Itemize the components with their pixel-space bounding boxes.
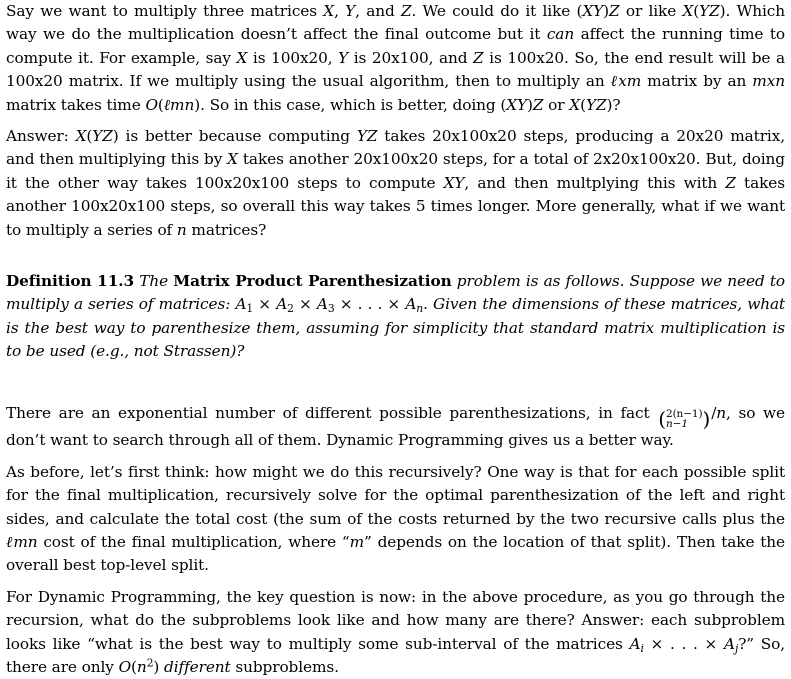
math-z: Z <box>400 2 412 20</box>
text: affect the running time to compute it. For example, say <box>6 25 785 67</box>
text: problem is as follows. Suppose we need to multiply a series of matrices: <box>6 272 785 314</box>
emphasis-can: can <box>546 25 575 44</box>
math-lmn: ℓmn <box>163 95 195 114</box>
math-lmn: ℓmn <box>6 533 38 552</box>
math-x: X <box>75 127 87 146</box>
text: )? <box>606 95 621 114</box>
text: Say we want to multiply three matrices <box>6 2 324 20</box>
math-yz: YZ <box>356 127 378 146</box>
text: ( <box>580 95 586 114</box>
text: ” depends on the location of that split). Then take the overall best top-level split. <box>6 533 785 575</box>
text: ( <box>693 2 700 20</box>
text: or <box>543 95 570 114</box>
text: As before, let’s first think: how might we do this recursively? One way is that for each possible split for the final multiplication, recursively solve for the optimal parenthesization of the left and right sides, and calculate the total cost (the sum of the costs returned by the two recursive calls plus the <box>6 462 785 528</box>
math-z: Z <box>532 95 544 114</box>
math-a: A <box>235 295 247 314</box>
math-x: X <box>227 150 238 169</box>
paragraph-dynamic-programming <box>6 586 785 679</box>
math-n: n <box>716 403 727 422</box>
math-m: m <box>349 533 365 552</box>
text: ( <box>131 658 137 677</box>
text: There are an exponential number of different possible parenthesizations, in fact <box>6 403 658 422</box>
text: ) is better because computing <box>112 127 357 146</box>
text: The <box>134 272 174 291</box>
definition-label: Definition 11.3 <box>6 272 135 291</box>
math-a: A <box>316 295 328 314</box>
math-a: A <box>405 295 417 314</box>
text: matrix takes time <box>6 95 146 114</box>
binomial-bottom: n−1 <box>665 418 688 431</box>
math-y: Y <box>338 48 349 67</box>
text: matrix by an <box>641 72 753 91</box>
text: takes 20x100x20 steps, producing a 20x20 matrix, and then multiplying this by <box>6 127 785 169</box>
text: ). Which way we do the multiplication doesn’t affect the final outcome but it <box>6 2 785 44</box>
text: ?” So, there are only <box>6 634 786 677</box>
text: ( <box>157 95 164 114</box>
text: For Dynamic Programming, the key question is now: in the above procedure, as you go through the recursion, what do the subproblems look like and how many are there? Answer: each subproblem looks like “what is the best way to multiply some sub-interval of the matrices <box>6 587 785 653</box>
times-sign: × <box>293 295 317 314</box>
binomial-coefficient: ( 2(n−1) n−1 ) <box>658 407 711 432</box>
text: is 100x20, <box>247 48 339 67</box>
text: ) <box>603 2 610 20</box>
text: , <box>334 2 346 20</box>
text: / <box>711 403 717 422</box>
math-a: A <box>724 634 735 653</box>
math-big-o: O <box>145 95 158 114</box>
text: takes another 20x100x20 steps, for a total of 2x20x100x20. But, doing it the other way takes 100x20x100 steps to compute <box>6 150 785 192</box>
math-yz: YZ <box>585 95 607 114</box>
math-x: X <box>569 95 581 114</box>
math-a: A <box>276 295 288 314</box>
text: takes another 100x20x100 steps, so overall this way takes 5 times longer. More generally, what if we want to multiply a series of <box>6 173 785 239</box>
paragraph-recursive <box>6 461 785 578</box>
definition-name: Matrix Product Parenthesization <box>173 272 452 291</box>
text: ) <box>153 658 165 677</box>
subscript: i <box>640 641 644 655</box>
emphasis-different: different <box>164 658 231 677</box>
text: cost of the final multiplication, where “ <box>37 533 350 552</box>
subscript: 1 <box>246 302 254 316</box>
math-yz: YZ <box>92 127 113 146</box>
times-sign: × <box>253 295 277 314</box>
math-yz: YZ <box>699 2 720 20</box>
text: is 20x100, and <box>348 48 474 67</box>
text: , and then multplying this with <box>464 173 726 192</box>
math-a: A <box>629 634 641 653</box>
paragraph-answer <box>6 125 785 242</box>
math-y: Y <box>345 2 356 20</box>
text: Answer: <box>6 127 76 146</box>
math-x: X <box>323 2 335 20</box>
math-n: n <box>136 658 147 677</box>
text: , so we don’t want to search through all of them. Dynamic Programming gives us a better way. <box>6 403 785 450</box>
subscript: j <box>734 641 739 655</box>
text: ). So in this case, which is better, doing ( <box>194 95 507 114</box>
paragraph-intro <box>6 0 785 117</box>
math-z: Z <box>609 2 620 20</box>
times-sign: × . . . × <box>334 295 406 314</box>
math-mxn: mxn <box>752 72 785 91</box>
math-xy: XY <box>443 173 465 192</box>
math-lxm: ℓxm <box>610 72 642 91</box>
text: subproblems. <box>230 658 339 677</box>
superscript: 2 <box>146 656 154 670</box>
math-xy: XY <box>506 95 528 114</box>
math-z: Z <box>473 48 484 67</box>
subscript: 3 <box>327 302 335 316</box>
math-z: Z <box>725 173 736 192</box>
paragraph-exponential <box>6 402 785 453</box>
math-xy: XY <box>582 2 604 20</box>
definition-block <box>6 270 785 364</box>
math-big-o: O <box>118 658 132 677</box>
text: . Given the dimensions of these matrices, what is the best way to parenthesize them, assuming for simplicity that standard matrix multiplication is to be used (e.g., not Strassen)? <box>6 295 786 361</box>
math-x: X <box>682 2 694 20</box>
math-n: n <box>176 220 187 239</box>
binomial-top: 2(n−1) <box>665 408 703 421</box>
text: matrices? <box>186 220 267 239</box>
text: or like <box>619 2 683 20</box>
math-x: X <box>236 48 248 67</box>
subscript: n <box>416 302 424 316</box>
text: . We could do it like ( <box>411 2 583 20</box>
subscript: 2 <box>287 302 294 316</box>
text: ) <box>527 95 533 114</box>
text: ( <box>86 127 93 146</box>
text: is 100x20. So, the end result will be a 100x20 matrix. If we multiply using the usual algorithm, then to multiply an <box>6 48 785 91</box>
text: × . . . × <box>643 634 725 653</box>
text: , and <box>355 2 401 20</box>
